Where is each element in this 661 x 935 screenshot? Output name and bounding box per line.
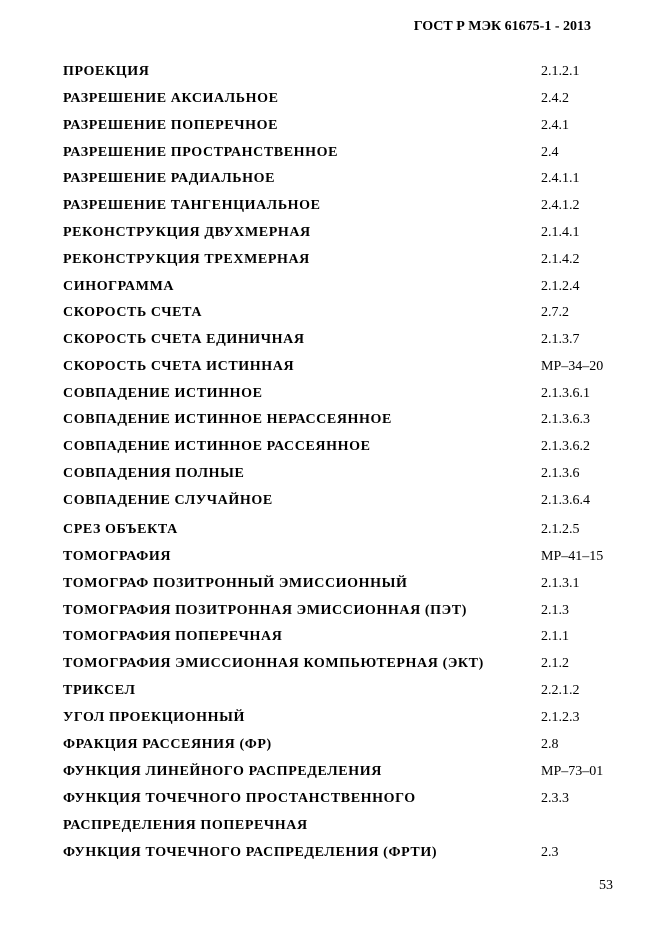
index-term: СИНОГРАММА bbox=[63, 279, 175, 294]
index-entry bbox=[0, 118, 661, 138]
index-entry bbox=[0, 656, 661, 676]
index-reference: 2.4.1 bbox=[541, 118, 569, 133]
index-entry bbox=[0, 279, 661, 299]
index-entry bbox=[0, 791, 661, 811]
index-entry bbox=[0, 439, 661, 459]
index-reference: 2.1.3 bbox=[541, 603, 569, 618]
index-term: ТОМОГРАФИЯ bbox=[63, 549, 172, 564]
index-reference: МР–34–20 bbox=[541, 359, 604, 374]
index-reference: 2.1.4.1 bbox=[541, 225, 580, 240]
index-entry bbox=[0, 64, 661, 84]
index-term: РАЗРЕШЕНИЕ ПРОСТРАНСТВЕННОЕ bbox=[63, 145, 339, 160]
index-reference: 2.1.2.4 bbox=[541, 279, 580, 294]
index-term: СРЕЗ ОБЪЕКТА bbox=[63, 522, 178, 537]
index-term: СОВПАДЕНИЕ ИСТИННОЕ НЕРАССЕЯННОЕ bbox=[63, 412, 392, 427]
index-entry bbox=[0, 737, 661, 757]
index-entry bbox=[0, 198, 661, 218]
index-entry bbox=[0, 305, 661, 325]
index-term: ТОМОГРАФИЯ ПОЗИТРОННАЯ ЭМИССИОННАЯ (ПЭТ) bbox=[63, 603, 467, 618]
document-header: ГОСТ Р МЭК 61675-1 - 2013 bbox=[413, 19, 591, 34]
index-term: ФУНКЦИЯ ЛИНЕЙНОГО РАСПРЕДЕЛЕНИЯ bbox=[63, 764, 382, 779]
index-entry bbox=[0, 359, 661, 379]
index-reference: 2.1.3.6 bbox=[541, 466, 580, 481]
index-reference: 2.1.2.1 bbox=[541, 64, 580, 79]
index-reference: 2.4.1.1 bbox=[541, 171, 580, 186]
index-reference: 2.1.2.3 bbox=[541, 710, 580, 725]
index-term: ФУНКЦИЯ ТОЧЕЧНОГО РАСПРЕДЕЛЕНИЯ (ФРТИ) bbox=[63, 845, 438, 860]
index-term: ТОМОГРАФ ПОЗИТРОННЫЙ ЭМИССИОННЫЙ bbox=[63, 576, 408, 591]
index-reference: МР–73–01 bbox=[541, 764, 604, 779]
index-reference: 2.8 bbox=[541, 737, 559, 752]
index-reference: 2.1.1 bbox=[541, 629, 569, 644]
index-entry bbox=[0, 386, 661, 406]
index-term: РЕКОНСТРУКЦИЯ ТРЕХМЕРНАЯ bbox=[63, 252, 310, 267]
index-reference: 2.2.1.2 bbox=[541, 683, 580, 698]
index-entry bbox=[0, 576, 661, 596]
index-entry bbox=[0, 522, 661, 542]
index-term: ТОМОГРАФИЯ ПОПЕРЕЧНАЯ bbox=[63, 629, 283, 644]
index-entry bbox=[0, 493, 661, 513]
index-reference: 2.1.4.2 bbox=[541, 252, 580, 267]
index-term: СОВПАДЕНИЕ СЛУЧАЙНОЕ bbox=[63, 493, 273, 508]
index-reference: 2.1.3.6.1 bbox=[541, 386, 590, 401]
index-reference: 2.1.2 bbox=[541, 656, 569, 671]
index-term: ФУНКЦИЯ ТОЧЕЧНОГО ПРОСТАНСТВЕННОГО bbox=[63, 791, 416, 806]
index-reference: 2.4.1.2 bbox=[541, 198, 580, 213]
index-term: УГОЛ ПРОЕКЦИОННЫЙ bbox=[63, 710, 245, 725]
index-reference: 2.1.3.6.2 bbox=[541, 439, 590, 454]
index-reference: 2.4.2 bbox=[541, 91, 569, 106]
index-reference: 2.3 bbox=[541, 845, 559, 860]
index-term: СОВПАДЕНИЕ ИСТИННОЕ bbox=[63, 386, 263, 401]
index-entry bbox=[0, 603, 661, 623]
index-reference: МР–41–15 bbox=[541, 549, 604, 564]
index-term: РАЗРЕШЕНИЕ РАДИАЛЬНОЕ bbox=[63, 171, 276, 186]
index-term: СКОРОСТЬ СЧЕТА ИСТИННАЯ bbox=[63, 359, 295, 374]
index-term: ТРИКСЕЛ bbox=[63, 683, 136, 698]
index-reference: 2.1.2.5 bbox=[541, 522, 580, 537]
index-term: РАСПРЕДЕЛЕНИЯ ПОПЕРЕЧНАЯ bbox=[63, 818, 308, 833]
index-term: РАЗРЕШЕНИЕ АКСИАЛЬНОЕ bbox=[63, 91, 279, 106]
index-entry bbox=[0, 225, 661, 245]
index-entry bbox=[0, 171, 661, 191]
index-entry bbox=[0, 91, 661, 111]
index-term: РЕКОНСТРУКЦИЯ ДВУХМЕРНАЯ bbox=[63, 225, 311, 240]
index-entry bbox=[0, 764, 661, 784]
index-term: РАЗРЕШЕНИЕ ТАНГЕНЦИАЛЬНОЕ bbox=[63, 198, 321, 213]
index-reference: 2.1.3.1 bbox=[541, 576, 580, 591]
index-entry bbox=[0, 466, 661, 486]
index-reference: 2.1.3.7 bbox=[541, 332, 580, 347]
index-term: СОВПАДЕНИЕ ИСТИННОЕ РАССЕЯННОЕ bbox=[63, 439, 371, 454]
index-term: ТОМОГРАФИЯ ЭМИССИОННАЯ КОМПЬЮТЕРНАЯ (ЭКТ) bbox=[63, 656, 484, 671]
index-entry bbox=[0, 683, 661, 703]
index-term: РАЗРЕШЕНИЕ ПОПЕРЕЧНОЕ bbox=[63, 118, 279, 133]
index-reference: 2.1.3.6.4 bbox=[541, 493, 590, 508]
index-entry bbox=[0, 252, 661, 272]
index-term: ФРАКЦИЯ РАССЕЯНИЯ (ФР) bbox=[63, 737, 272, 752]
index-term: ПРОЕКЦИЯ bbox=[63, 64, 150, 79]
index-term: СКОРОСТЬ СЧЕТА ЕДИНИЧНАЯ bbox=[63, 332, 305, 347]
index-entry bbox=[0, 845, 661, 865]
index-entry bbox=[0, 818, 661, 838]
index-reference: 2.4 bbox=[541, 145, 559, 160]
index-reference: 2.3.3 bbox=[541, 791, 569, 806]
index-reference: 2.7.2 bbox=[541, 305, 569, 320]
index-term: СОВПАДЕНИЯ ПОЛНЫЕ bbox=[63, 466, 245, 481]
index-entry bbox=[0, 332, 661, 352]
page-number: 53 bbox=[599, 878, 613, 893]
index-entry bbox=[0, 412, 661, 432]
index-entry bbox=[0, 710, 661, 730]
index-entry bbox=[0, 549, 661, 569]
index-entry bbox=[0, 145, 661, 165]
index-entry bbox=[0, 629, 661, 649]
index-term: СКОРОСТЬ СЧЕТА bbox=[63, 305, 203, 320]
index-reference: 2.1.3.6.3 bbox=[541, 412, 590, 427]
